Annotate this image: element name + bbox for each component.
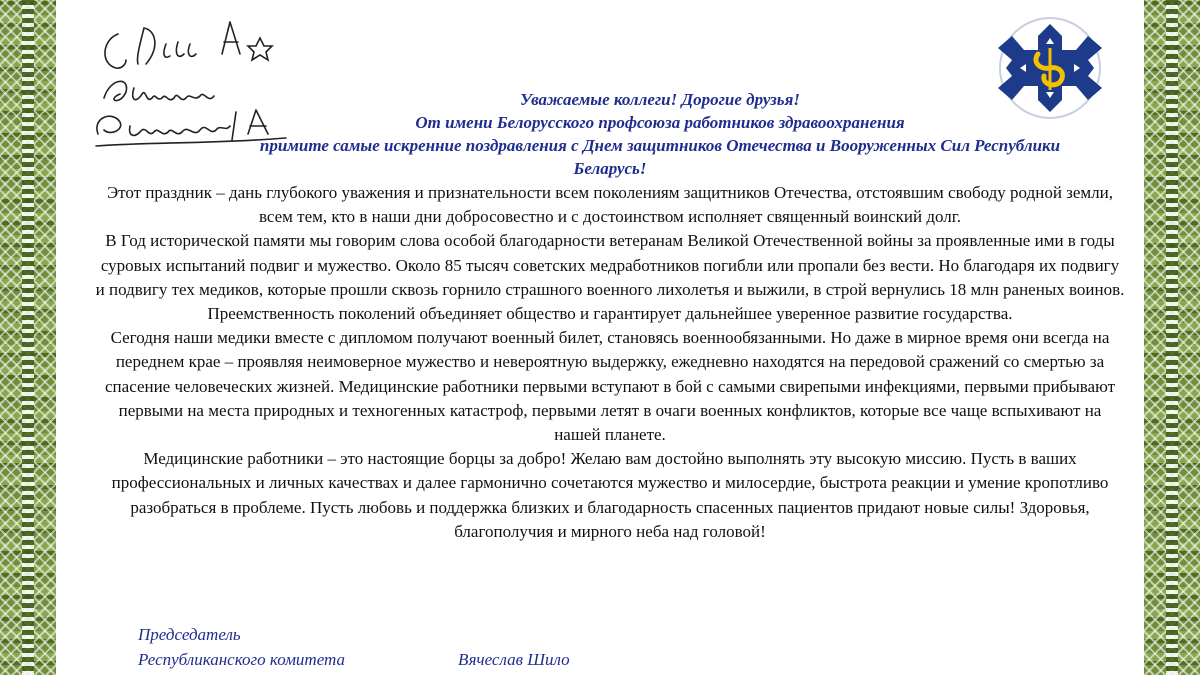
heading-line-4: Беларусь! <box>573 159 647 178</box>
signature-title-line-2: Республиканского комитета <box>138 650 346 669</box>
right-ornament-border <box>1144 0 1200 675</box>
left-ornament-border <box>0 0 56 675</box>
paragraph-1: Этот праздник – дань глубокого уважения и признательности всем поколениям защитников Отечества, отстоявшим свободу родной земли, всем тем, кто в наши дни добросовестно и с достоинством исполняет священный воинский долг. <box>106 183 1114 227</box>
signature-name: Вячеслав Шило <box>458 650 570 669</box>
paragraph-3: Преемственность поколений объединяет общество и гарантирует дальнейшее уверенное развитие государства. <box>207 304 1013 324</box>
paragraph-4: Сегодня наши медики вместе с дипломом получают военный билет, становясь военнообязанными. Но даже в мирное время они всегда на переднем крае – проявляя неимоверное мужество и невероятную выдержку, ежедневно находятся на передовой сражений со смертью за спасение человеческих жизней. Медицинские работники первыми вступают в бой с самыми свирепыми инфекциями, первыми прибывают первыми на места природных и техногенных катастроф, первыми летят в очаги военных конфликтов, которые все чаще вспыхивают на нашей планете. <box>105 328 1115 445</box>
heading-line-2: От имени Белорусского профсоюза работников здравоохранения <box>415 113 905 132</box>
paragraph-5: Медицинские работники – это настоящие борцы за добро! Желаю вам достойно выполнять эту высокую миссию. Пусть в ваших профессиональных и личных качествах и далее гармонично сочетаются мужество и милосердие, быстрота реакции и умение кропотливо разобраться в проблеме. Пусть любовь и поддержка близких и благодарность спасенных пациентов придают новые силы! Здоровья, благополучия и мирного неба над головой! <box>111 449 1109 541</box>
heading-line-3: примите самые искренние поздравления с Днем защитников Отечества и Вооруженных Сил Республики <box>259 136 1061 155</box>
signature-title <box>138 622 345 672</box>
signature-title-line-1: Председатель <box>138 625 241 644</box>
paragraph-2: В Год исторической памяти мы говорим слова особой благодарности ветеранам Великой Отечественной войны за проявленные ими в годы суровых испытаний подвиг и мужество. Около 85 тысяч советских медработников погибли или пропали без вести. Но благодаря их подвигу и подвигу тех медиков, которые прошли сквозь горнило страшного военного лихолетья и выжили, в строй вернулись 18 млн раненых воинов. <box>95 231 1125 299</box>
letter-body <box>95 181 1125 544</box>
heading-line-1: Уважаемые коллеги! Дорогие друзья! <box>520 90 800 109</box>
greeting-heading <box>95 88 1125 180</box>
